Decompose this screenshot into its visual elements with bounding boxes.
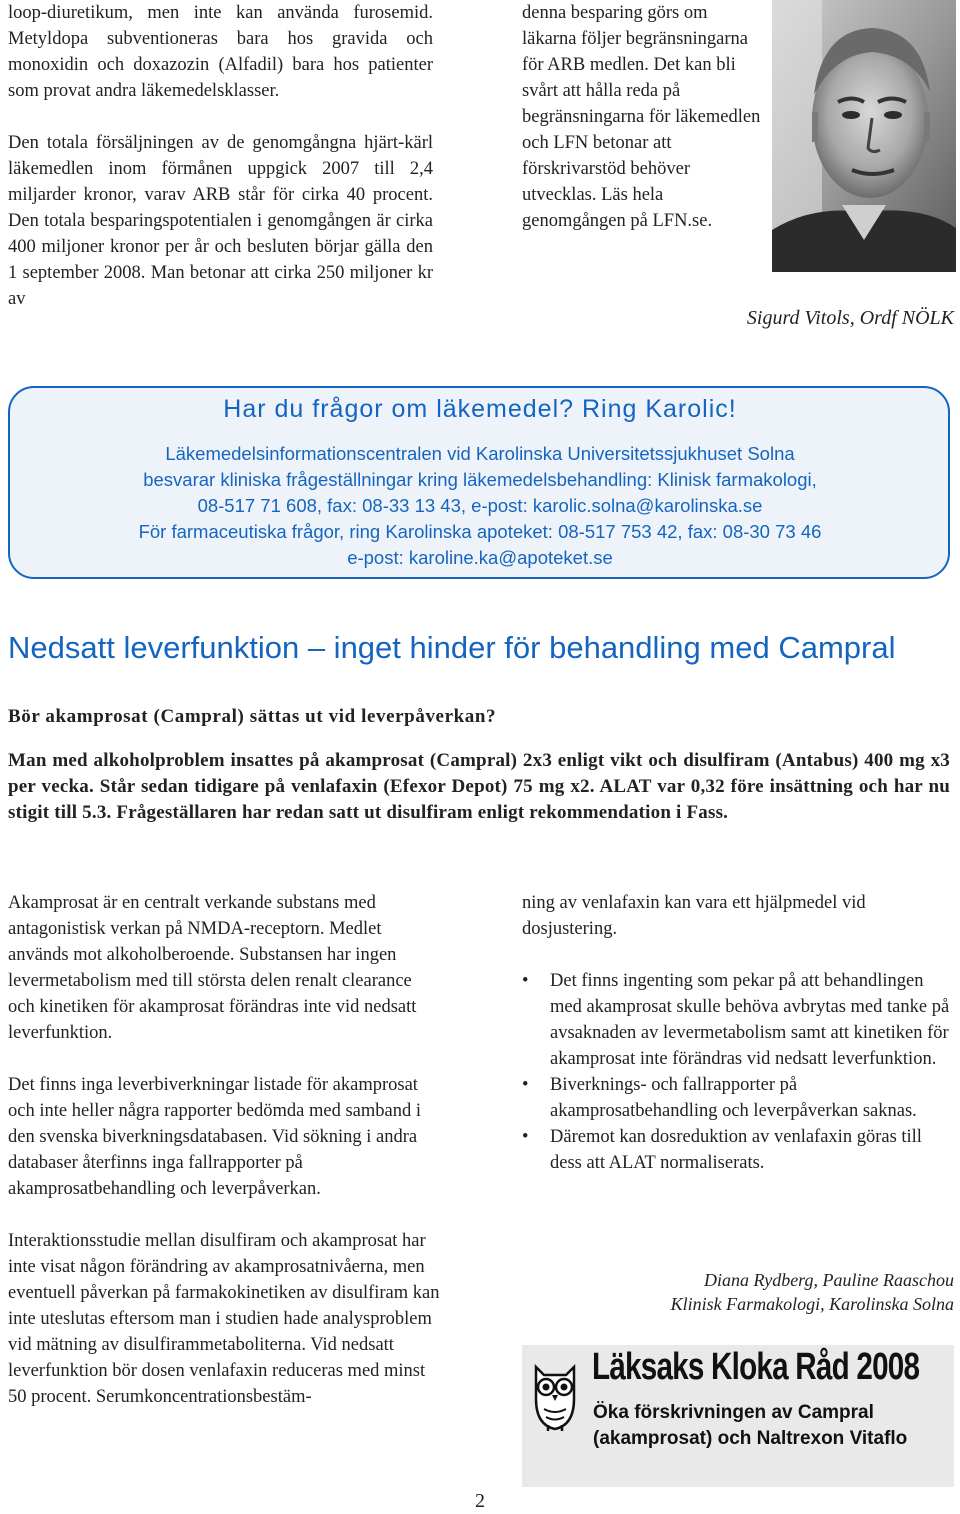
- article-authors: [560, 1268, 954, 1316]
- list-item-text: Däremot kan dosreduktion av venlafaxin göras till dess att ALAT normaliserats.: [550, 1127, 922, 1173]
- info-line: e-post: karoline.ka@apoteket.se: [347, 547, 613, 568]
- info-heading: Har du frågor om läkemedel? Ring Karolic!: [223, 395, 737, 423]
- promo-line: Öka förskrivningen av Campral: [593, 1402, 874, 1423]
- article-question: Bör akamprosat (Campral) sättas ut vid leverpåverkan?: [8, 706, 497, 727]
- portrait-photo: [772, 0, 956, 272]
- article-right-column: [522, 890, 954, 1176]
- list-item-text: Biverknings- och fallrapporter på akamprosatbehandling och leverpåverkan saknas.: [550, 1075, 917, 1121]
- bullet-glyph: •: [522, 1075, 529, 1095]
- paragraph: Det finns inga leverbiverkningar listade för akamprosat och inte heller några rapporter bedömda med samband i den svenska biverkningsdatabasen. Vid sökning i andra databaser återfinns inga fallrapporter på akamprosatbehandling och leverpåverkan.: [8, 1075, 422, 1199]
- info-line: besvarar kliniska frågeställningar kring läkemedelsbehandling: Klinisk farmakologi,: [143, 469, 817, 490]
- portrait-caption: Sigurd Vitols, Ordf NÖLK: [746, 307, 954, 329]
- info-lines: [0, 441, 960, 571]
- paragraph: Interaktionsstudie mellan disulfiram och akamprosat har inte visat någon förändring av akamprosatnivåerna, men eventuell påverkan på farmakokinetiken av disulfiram kan inte uteslutas eftersom man i studien hade analysproblem vid mätning av disulfirammetaboliterna. Vid nedsatt leverfunktion bör dosen venlafaxin reduceras med minst 50 procent. Serumkoncentrationsbestäm-: [8, 1231, 440, 1407]
- info-line: För farmaceutiska frågor, ring Karolinska apoteket: 08-517 753 42, fax: 08-30 73 46: [138, 521, 822, 542]
- info-line: Läkemedelsinformationscentralen vid Karolinska Universitetssjukhuset Solna: [165, 443, 795, 464]
- owl-icon: [530, 1359, 580, 1433]
- info-line: 08-517 71 608, fax: 08-33 13 43, e-post: karolic.solna@karolinska.se: [197, 495, 763, 516]
- author-affiliation: Klinisk Farmakologi, Karolinska Solna: [670, 1294, 954, 1314]
- promo-title: Läksaks Kloka Råd 2008: [592, 1346, 920, 1388]
- top-middle-column: [522, 0, 762, 234]
- promo-subtitle: [593, 1400, 907, 1452]
- paragraph: Akamprosat är en centralt verkande substans med antagonistisk verkan på NMDA-receptorn. Medlet används mot alkoholberoende. Substansen har ingen levermetabolism med till största delen renalt clearance och kinetiken för akamprosat förändras inte vid nedsatt leverfunktion.: [8, 893, 417, 1043]
- list-item: [522, 968, 954, 1072]
- article-title: Nedsatt leverfunktion – inget hinder för behandling med Campral: [8, 630, 896, 665]
- page-number: 2: [475, 1490, 485, 1512]
- list-item: [522, 1124, 954, 1176]
- top-left-column: [8, 0, 433, 312]
- paragraph: ning av venlafaxin kan vara ett hjälpmedel vid dosjustering.: [522, 893, 866, 939]
- author-names: Diana Rydberg, Pauline Raaschou: [704, 1270, 954, 1290]
- bullet-glyph: •: [522, 971, 529, 991]
- list-item-text: Det finns ingenting som pekar på att behandlingen med akamprosat skulle behöva avbrytas med tanke på avsaknaden av levermetabolism samt att kinetiken för akamprosat inte förändras vid nedsatt leverfunktion.: [550, 971, 950, 1069]
- bullet-list: [522, 968, 954, 1176]
- paragraph: denna besparing görs om läkarna följer begränsningarna för ARB medlen. Det kan bli svårt att hålla reda på begränsningarna för läkemedlen och LFN betonar att förskrivarstöd behöver utvecklas. Läs hela genomgången på LFN.se.: [522, 3, 761, 231]
- list-item: [522, 1072, 954, 1124]
- paragraph: Den totala försäljningen av de genomgångna hjärt-kärl läkemedlen inom förmånen uppgick 2007 till 2,4 miljarder kronor, varav ARB står för cirka 40 procent. Den totala besparingspotentialen i genomgången är cirka 400 miljoner kronor per år och besluten börjar gälla den 1 september 2008. Man betonar att cirka 250 miljoner kr av: [8, 133, 433, 309]
- paragraph: loop-diuretikum, men inte kan använda furosemid. Metyldopa subventioneras bara hos gravida och monoxidin och doxazozin (Alfadil) bara hos patienter som provat andra läkemedelsklasser.: [8, 3, 433, 101]
- bullet-glyph: •: [522, 1127, 529, 1147]
- promo-line: (akamprosat) och Naltrexon Vitaflo: [593, 1428, 908, 1449]
- article-left-column: [8, 890, 443, 1410]
- article-case: Man med alkoholproblem insattes på akamprosat (Campral) 2x3 enligt vikt och disulfiram (Antabus) 400 mg x3 per vecka. Står sedan tidigare på venlafaxin (Efexor Depot) 75 mg x2. ALAT var 0,32 före insättning och har nu stigit till 5.3. Frågeställaren har redan satt ut disulfiram enligt rekommendation i Fass.: [8, 750, 950, 823]
